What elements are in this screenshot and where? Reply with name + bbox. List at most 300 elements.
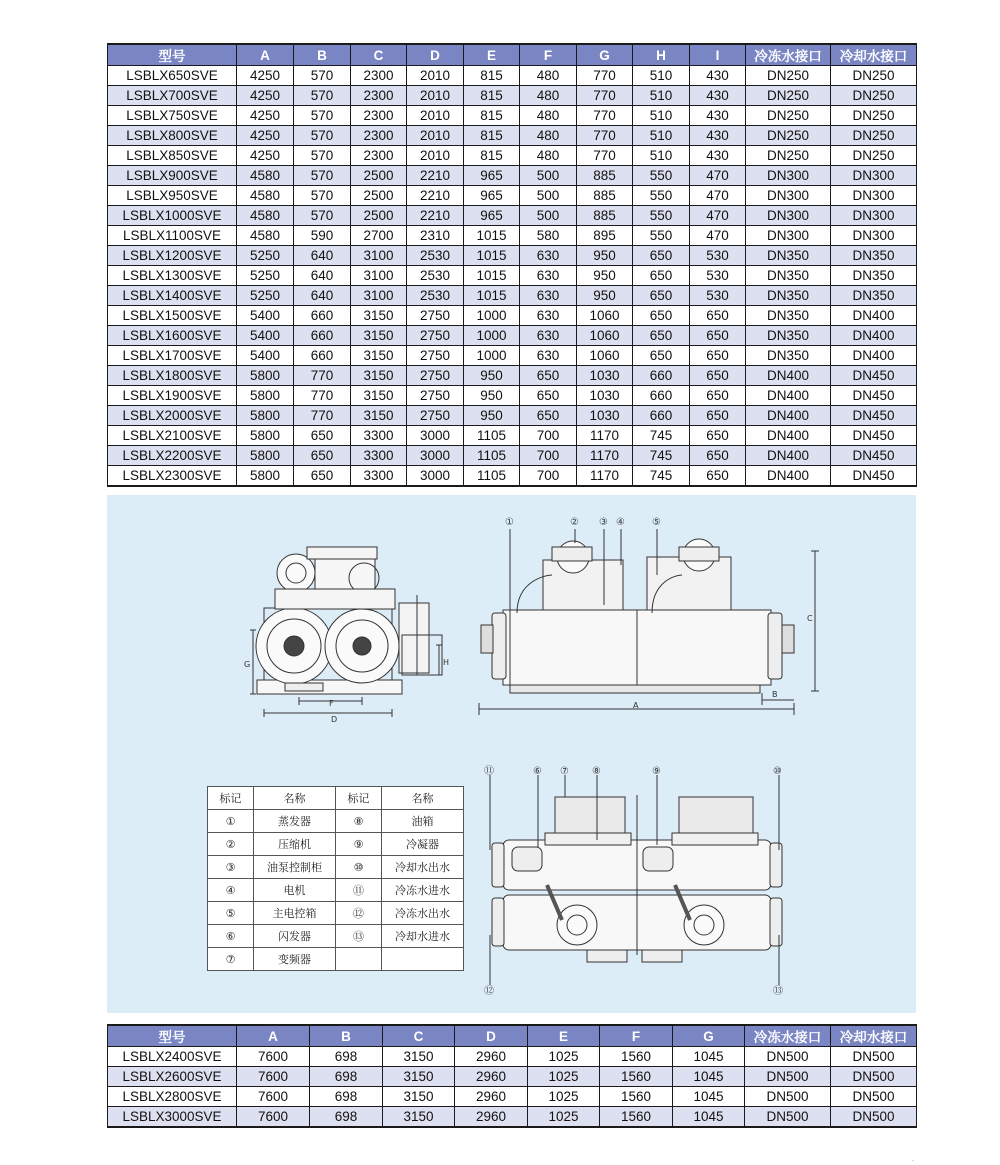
legend-mark-cell: ⑥ bbox=[208, 925, 254, 948]
table-row bbox=[108, 206, 917, 226]
column-header: C bbox=[351, 44, 407, 66]
legend-name-cell: 压缩机 bbox=[254, 833, 336, 856]
value-cell: 570 bbox=[294, 126, 351, 146]
value-cell: DN400 bbox=[746, 446, 831, 466]
value-cell: 2750 bbox=[407, 386, 464, 406]
value-cell: 5250 bbox=[237, 266, 294, 286]
diagram-panel bbox=[107, 495, 916, 1013]
value-cell: DN350 bbox=[831, 286, 917, 306]
value-cell: 660 bbox=[294, 326, 351, 346]
model-cell: LSBLX2300SVE bbox=[108, 466, 237, 487]
value-cell: 650 bbox=[633, 326, 690, 346]
side-view-drawing bbox=[250, 547, 442, 717]
model-cell: LSBLX1800SVE bbox=[108, 366, 237, 386]
value-cell: 2500 bbox=[351, 166, 407, 186]
value-cell: 650 bbox=[690, 326, 746, 346]
column-header: 冷却水接口 bbox=[831, 1025, 917, 1047]
value-cell: 698 bbox=[310, 1087, 383, 1107]
value-cell: 480 bbox=[520, 66, 577, 86]
value-cell: 5800 bbox=[237, 466, 294, 487]
legend-mark-cell: ⑦ bbox=[208, 948, 254, 971]
table-row bbox=[108, 1047, 917, 1067]
model-cell: LSBLX850SVE bbox=[108, 146, 237, 166]
value-cell: 2960 bbox=[455, 1107, 528, 1128]
legend-header-cell: 名称 bbox=[382, 787, 464, 810]
legend-mark-cell: ② bbox=[208, 833, 254, 856]
column-header: 冷冻水接口 bbox=[746, 44, 831, 66]
legend-header-cell: 标记 bbox=[208, 787, 254, 810]
value-cell: 650 bbox=[633, 266, 690, 286]
value-cell: DN350 bbox=[746, 286, 831, 306]
legend-mark-cell: ⑨ bbox=[336, 833, 382, 856]
value-cell: 3300 bbox=[351, 466, 407, 487]
value-cell: 698 bbox=[310, 1047, 383, 1067]
value-cell: DN500 bbox=[745, 1047, 831, 1067]
value-cell: 1015 bbox=[464, 286, 520, 306]
legend-mark-cell: ① bbox=[208, 810, 254, 833]
value-cell: DN300 bbox=[831, 186, 917, 206]
legend-mark-cell bbox=[336, 948, 382, 971]
value-cell: 530 bbox=[690, 286, 746, 306]
value-cell: 1015 bbox=[464, 226, 520, 246]
value-cell: 770 bbox=[577, 106, 633, 126]
value-cell: 430 bbox=[690, 126, 746, 146]
legend-header-row bbox=[208, 787, 464, 810]
value-cell: 1170 bbox=[577, 466, 633, 487]
value-cell: 570 bbox=[294, 166, 351, 186]
dim-label-h: H bbox=[443, 658, 450, 667]
legend-row bbox=[208, 833, 464, 856]
value-cell: 770 bbox=[577, 86, 633, 106]
value-cell: 500 bbox=[520, 186, 577, 206]
value-cell: 770 bbox=[577, 126, 633, 146]
column-header: F bbox=[600, 1025, 673, 1047]
legend-name-cell: 变频器 bbox=[254, 948, 336, 971]
value-cell: 3150 bbox=[383, 1107, 455, 1128]
value-cell: 1060 bbox=[577, 346, 633, 366]
value-cell: 770 bbox=[294, 406, 351, 426]
model-cell: LSBLX900SVE bbox=[108, 166, 237, 186]
model-cell: LSBLX3000SVE bbox=[108, 1107, 237, 1128]
value-cell: 510 bbox=[633, 126, 690, 146]
value-cell: DN450 bbox=[831, 386, 917, 406]
value-cell: 3150 bbox=[383, 1067, 455, 1087]
model-cell: LSBLX950SVE bbox=[108, 186, 237, 206]
value-cell: 2530 bbox=[407, 246, 464, 266]
legend-name-cell: 冷凝器 bbox=[382, 833, 464, 856]
value-cell: 470 bbox=[690, 166, 746, 186]
value-cell: DN250 bbox=[831, 126, 917, 146]
value-cell: 1045 bbox=[673, 1107, 745, 1128]
value-cell: 1045 bbox=[673, 1087, 745, 1107]
legend-name-cell: 油泵控制柜 bbox=[254, 856, 336, 879]
callout-12: ⑫ bbox=[484, 986, 494, 997]
column-header: 型号 bbox=[108, 44, 237, 66]
value-cell: 885 bbox=[577, 206, 633, 226]
value-cell: 3100 bbox=[351, 266, 407, 286]
value-cell: 2010 bbox=[407, 106, 464, 126]
value-cell: 770 bbox=[294, 366, 351, 386]
value-cell: DN400 bbox=[746, 466, 831, 487]
value-cell: 698 bbox=[310, 1067, 383, 1087]
value-cell: 570 bbox=[294, 66, 351, 86]
value-cell: DN350 bbox=[746, 246, 831, 266]
value-cell: 660 bbox=[633, 406, 690, 426]
legend-mark-cell: ⑧ bbox=[336, 810, 382, 833]
value-cell: 530 bbox=[690, 246, 746, 266]
value-cell: 885 bbox=[577, 186, 633, 206]
value-cell: 2750 bbox=[407, 366, 464, 386]
value-cell: 815 bbox=[464, 146, 520, 166]
dim-label-c: C bbox=[807, 614, 813, 623]
callout-13: ⑬ bbox=[773, 986, 783, 997]
value-cell: 1560 bbox=[600, 1087, 673, 1107]
value-cell: 7600 bbox=[237, 1107, 310, 1128]
table-header-row bbox=[108, 44, 917, 66]
value-cell: 630 bbox=[520, 286, 577, 306]
legend-mark-cell: ⑪ bbox=[336, 879, 382, 902]
model-cell: LSBLX2200SVE bbox=[108, 446, 237, 466]
table-row bbox=[108, 86, 917, 106]
value-cell: DN250 bbox=[746, 66, 831, 86]
column-header: A bbox=[237, 44, 294, 66]
value-cell: 3150 bbox=[351, 326, 407, 346]
value-cell: 3150 bbox=[383, 1047, 455, 1067]
value-cell: 650 bbox=[520, 386, 577, 406]
value-cell: 745 bbox=[633, 446, 690, 466]
value-cell: 5800 bbox=[237, 366, 294, 386]
model-cell: LSBLX650SVE bbox=[108, 66, 237, 86]
column-header: C bbox=[383, 1025, 455, 1047]
plan-view-drawing bbox=[490, 775, 782, 985]
model-cell: LSBLX750SVE bbox=[108, 106, 237, 126]
value-cell: 650 bbox=[690, 426, 746, 446]
value-cell: 770 bbox=[577, 146, 633, 166]
column-header: E bbox=[528, 1025, 600, 1047]
table-row bbox=[108, 466, 917, 487]
value-cell: 630 bbox=[520, 346, 577, 366]
parts-legend-table bbox=[207, 786, 464, 971]
value-cell: 2750 bbox=[407, 306, 464, 326]
table-row bbox=[108, 1067, 917, 1087]
value-cell: DN350 bbox=[746, 326, 831, 346]
value-cell: 2300 bbox=[351, 66, 407, 86]
value-cell: 2210 bbox=[407, 166, 464, 186]
value-cell: 700 bbox=[520, 426, 577, 446]
model-cell: LSBLX2600SVE bbox=[108, 1067, 237, 1087]
value-cell: 1170 bbox=[577, 426, 633, 446]
value-cell: 550 bbox=[633, 166, 690, 186]
column-header: D bbox=[407, 44, 464, 66]
value-cell: 430 bbox=[690, 146, 746, 166]
spec-table-series-2 bbox=[107, 1024, 917, 1128]
table-row bbox=[108, 106, 917, 126]
value-cell: DN300 bbox=[746, 186, 831, 206]
table-row bbox=[108, 166, 917, 186]
value-cell: 550 bbox=[633, 186, 690, 206]
value-cell: 650 bbox=[633, 286, 690, 306]
model-cell: LSBLX700SVE bbox=[108, 86, 237, 106]
legend-name-cell: 电机 bbox=[254, 879, 336, 902]
value-cell: DN250 bbox=[746, 106, 831, 126]
value-cell: DN500 bbox=[745, 1067, 831, 1087]
value-cell: 3000 bbox=[407, 446, 464, 466]
value-cell: 650 bbox=[633, 346, 690, 366]
model-cell: LSBLX1900SVE bbox=[108, 386, 237, 406]
value-cell: 3150 bbox=[351, 406, 407, 426]
value-cell: 480 bbox=[520, 126, 577, 146]
column-header: A bbox=[237, 1025, 310, 1047]
legend-mark-cell: ⑤ bbox=[208, 902, 254, 925]
value-cell: 3150 bbox=[351, 346, 407, 366]
value-cell: 2300 bbox=[351, 146, 407, 166]
value-cell: 3150 bbox=[351, 306, 407, 326]
value-cell: 2010 bbox=[407, 66, 464, 86]
value-cell: 3150 bbox=[383, 1087, 455, 1107]
table-row bbox=[108, 226, 917, 246]
callout-9: ⑨ bbox=[652, 766, 661, 777]
value-cell: 965 bbox=[464, 166, 520, 186]
legend-name-cell bbox=[382, 948, 464, 971]
dim-label-f: F bbox=[329, 699, 334, 708]
value-cell: 480 bbox=[520, 106, 577, 126]
table-row bbox=[108, 126, 917, 146]
table-row bbox=[108, 346, 917, 366]
value-cell: 745 bbox=[633, 466, 690, 487]
value-cell: 7600 bbox=[237, 1067, 310, 1087]
value-cell: 1025 bbox=[528, 1107, 600, 1128]
legend-name-cell: 油箱 bbox=[382, 810, 464, 833]
value-cell: 5800 bbox=[237, 406, 294, 426]
value-cell: 470 bbox=[690, 186, 746, 206]
table-row bbox=[108, 406, 917, 426]
legend-name-cell: 冷冻水进水 bbox=[382, 879, 464, 902]
column-header: H bbox=[633, 44, 690, 66]
value-cell: 650 bbox=[690, 306, 746, 326]
value-cell: 1000 bbox=[464, 326, 520, 346]
value-cell: DN400 bbox=[831, 326, 917, 346]
table-header-row bbox=[108, 1025, 917, 1047]
model-cell: LSBLX1700SVE bbox=[108, 346, 237, 366]
value-cell: DN300 bbox=[831, 206, 917, 226]
value-cell: DN300 bbox=[746, 206, 831, 226]
value-cell: 510 bbox=[633, 106, 690, 126]
value-cell: 5400 bbox=[237, 326, 294, 346]
value-cell: 3150 bbox=[351, 366, 407, 386]
callout-11: ⑪ bbox=[484, 766, 494, 777]
value-cell: 3000 bbox=[407, 426, 464, 446]
legend-mark-cell: ③ bbox=[208, 856, 254, 879]
value-cell: DN450 bbox=[831, 366, 917, 386]
legend-mark-cell: ⑩ bbox=[336, 856, 382, 879]
model-cell: LSBLX1100SVE bbox=[108, 226, 237, 246]
value-cell: DN350 bbox=[831, 266, 917, 286]
value-cell: 650 bbox=[690, 406, 746, 426]
table-row bbox=[108, 266, 917, 286]
column-header: F bbox=[520, 44, 577, 66]
value-cell: 815 bbox=[464, 126, 520, 146]
model-cell: LSBLX800SVE bbox=[108, 126, 237, 146]
value-cell: 5800 bbox=[237, 386, 294, 406]
value-cell: 895 bbox=[577, 226, 633, 246]
value-cell: 1560 bbox=[600, 1047, 673, 1067]
value-cell: 2010 bbox=[407, 146, 464, 166]
value-cell: 4250 bbox=[237, 106, 294, 126]
column-header: 冷冻水接口 bbox=[745, 1025, 831, 1047]
value-cell: 470 bbox=[690, 226, 746, 246]
model-cell: LSBLX1000SVE bbox=[108, 206, 237, 226]
value-cell: 1025 bbox=[528, 1047, 600, 1067]
value-cell: DN450 bbox=[831, 406, 917, 426]
page-mark: · bbox=[912, 1158, 914, 1165]
value-cell: DN450 bbox=[831, 466, 917, 487]
value-cell: 2960 bbox=[455, 1067, 528, 1087]
value-cell: 430 bbox=[690, 86, 746, 106]
value-cell: DN400 bbox=[746, 366, 831, 386]
value-cell: 3300 bbox=[351, 446, 407, 466]
value-cell: 1045 bbox=[673, 1047, 745, 1067]
value-cell: 745 bbox=[633, 426, 690, 446]
value-cell: 650 bbox=[690, 386, 746, 406]
value-cell: 2300 bbox=[351, 86, 407, 106]
value-cell: DN300 bbox=[831, 166, 917, 186]
value-cell: 4250 bbox=[237, 66, 294, 86]
value-cell: 660 bbox=[633, 366, 690, 386]
value-cell: 1060 bbox=[577, 326, 633, 346]
value-cell: 630 bbox=[520, 266, 577, 286]
legend-mark-cell: ⑫ bbox=[336, 902, 382, 925]
model-cell: LSBLX1200SVE bbox=[108, 246, 237, 266]
value-cell: 1045 bbox=[673, 1067, 745, 1087]
legend-row bbox=[208, 902, 464, 925]
legend-row bbox=[208, 948, 464, 971]
value-cell: 965 bbox=[464, 206, 520, 226]
value-cell: 650 bbox=[690, 446, 746, 466]
value-cell: 1025 bbox=[528, 1087, 600, 1107]
value-cell: 5800 bbox=[237, 446, 294, 466]
model-cell: LSBLX1500SVE bbox=[108, 306, 237, 326]
value-cell: 815 bbox=[464, 66, 520, 86]
value-cell: DN400 bbox=[746, 406, 831, 426]
value-cell: 950 bbox=[577, 246, 633, 266]
value-cell: 570 bbox=[294, 86, 351, 106]
value-cell: 650 bbox=[690, 346, 746, 366]
value-cell: 3150 bbox=[351, 386, 407, 406]
value-cell: 4580 bbox=[237, 186, 294, 206]
value-cell: 2750 bbox=[407, 406, 464, 426]
value-cell: 2960 bbox=[455, 1087, 528, 1107]
dim-label-a: A bbox=[633, 701, 639, 710]
value-cell: DN400 bbox=[746, 386, 831, 406]
value-cell: 2010 bbox=[407, 126, 464, 146]
table-row bbox=[108, 66, 917, 86]
value-cell: 4250 bbox=[237, 86, 294, 106]
value-cell: DN250 bbox=[831, 66, 917, 86]
value-cell: 570 bbox=[294, 206, 351, 226]
value-cell: 510 bbox=[633, 86, 690, 106]
value-cell: 2310 bbox=[407, 226, 464, 246]
table-row bbox=[108, 286, 917, 306]
value-cell: 470 bbox=[690, 206, 746, 226]
value-cell: 700 bbox=[520, 446, 577, 466]
value-cell: DN500 bbox=[745, 1087, 831, 1107]
value-cell: 500 bbox=[520, 166, 577, 186]
value-cell: 530 bbox=[690, 266, 746, 286]
value-cell: 770 bbox=[577, 66, 633, 86]
value-cell: DN300 bbox=[746, 226, 831, 246]
value-cell: 1105 bbox=[464, 426, 520, 446]
value-cell: 650 bbox=[690, 466, 746, 487]
value-cell: DN500 bbox=[831, 1087, 917, 1107]
value-cell: 5400 bbox=[237, 306, 294, 326]
dim-label-d: D bbox=[331, 715, 338, 724]
legend-header-cell: 标记 bbox=[336, 787, 382, 810]
value-cell: 570 bbox=[294, 186, 351, 206]
value-cell: 1030 bbox=[577, 406, 633, 426]
value-cell: 3100 bbox=[351, 246, 407, 266]
value-cell: 1030 bbox=[577, 386, 633, 406]
value-cell: 1015 bbox=[464, 266, 520, 286]
value-cell: DN250 bbox=[831, 106, 917, 126]
legend-row bbox=[208, 879, 464, 902]
value-cell: 510 bbox=[633, 146, 690, 166]
table-row bbox=[108, 366, 917, 386]
value-cell: 1560 bbox=[600, 1107, 673, 1128]
value-cell: DN300 bbox=[746, 166, 831, 186]
callout-5: ⑤ bbox=[652, 517, 661, 528]
value-cell: 2500 bbox=[351, 206, 407, 226]
value-cell: 2500 bbox=[351, 186, 407, 206]
column-header: D bbox=[455, 1025, 528, 1047]
value-cell: DN500 bbox=[831, 1067, 917, 1087]
value-cell: 430 bbox=[690, 106, 746, 126]
value-cell: 950 bbox=[577, 266, 633, 286]
callout-10: ⑩ bbox=[773, 766, 782, 777]
value-cell: 480 bbox=[520, 86, 577, 106]
legend-name-cell: 冷却水进水 bbox=[382, 925, 464, 948]
legend-row bbox=[208, 810, 464, 833]
value-cell: DN300 bbox=[831, 226, 917, 246]
callout-3: ③ bbox=[599, 517, 608, 528]
value-cell: 2700 bbox=[351, 226, 407, 246]
table-row bbox=[108, 326, 917, 346]
legend-mark-cell: ⑬ bbox=[336, 925, 382, 948]
value-cell: 550 bbox=[633, 206, 690, 226]
value-cell: 698 bbox=[310, 1107, 383, 1128]
value-cell: 650 bbox=[294, 466, 351, 487]
value-cell: 550 bbox=[633, 226, 690, 246]
value-cell: 3000 bbox=[407, 466, 464, 487]
callout-7: ⑦ bbox=[560, 766, 569, 777]
value-cell: 510 bbox=[633, 66, 690, 86]
legend-name-cell: 蒸发器 bbox=[254, 810, 336, 833]
value-cell: 4580 bbox=[237, 166, 294, 186]
value-cell: 650 bbox=[520, 366, 577, 386]
legend-name-cell: 冷却水出水 bbox=[382, 856, 464, 879]
table-row bbox=[108, 426, 917, 446]
value-cell: DN400 bbox=[746, 426, 831, 446]
callout-1: ① bbox=[505, 517, 514, 528]
model-cell: LSBLX2100SVE bbox=[108, 426, 237, 446]
value-cell: DN450 bbox=[831, 446, 917, 466]
value-cell: 2300 bbox=[351, 106, 407, 126]
model-cell: LSBLX2000SVE bbox=[108, 406, 237, 426]
value-cell: DN500 bbox=[831, 1107, 917, 1128]
spec-table-series-1 bbox=[107, 43, 917, 487]
value-cell: 1170 bbox=[577, 446, 633, 466]
model-cell: LSBLX2800SVE bbox=[108, 1087, 237, 1107]
value-cell: 500 bbox=[520, 206, 577, 226]
